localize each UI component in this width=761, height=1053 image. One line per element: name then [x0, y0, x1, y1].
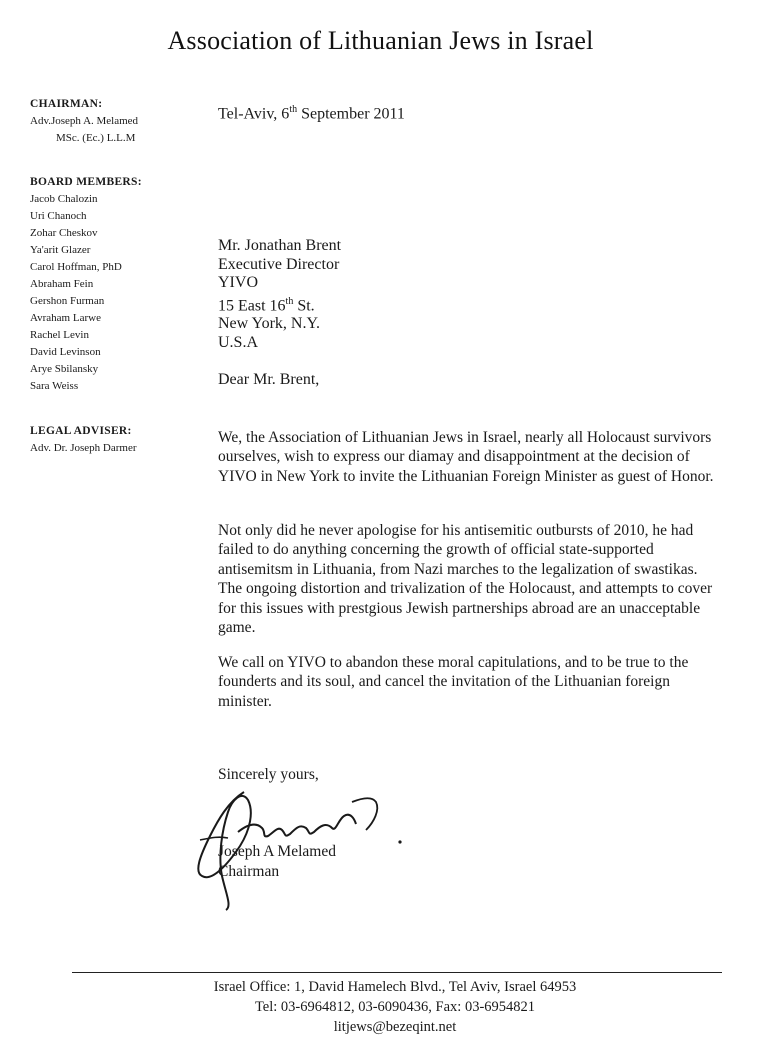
- board-member: Sara Weiss: [30, 380, 79, 392]
- letter-date: Tel-Aviv, 6th September 2011: [218, 104, 405, 123]
- footer-address: Israel Office: 1, David Hamelech Blvd., Tel Aviv, Israel 64953: [213, 979, 577, 995]
- letterhead-title: Association of Lithuanian Jews in Israel: [167, 26, 594, 55]
- board-member: Jacob Chalozin: [30, 193, 98, 205]
- salutation: Dear Mr. Brent,: [218, 371, 320, 388]
- recipient-country: U.S.A: [218, 333, 259, 351]
- sidebar-legal: [30, 423, 137, 457]
- recipient-city: New York, N.Y.: [218, 315, 320, 333]
- paragraph: Not only did he never apologise for his antisemitic outbursts of 2010, he had failed to do anything concerning the growth of official state-supported antisemitsm in Lithuania, from Nazi marches to the legalization of swastikas. The ongoing distortion and trivalization of the Holocaust, and attempts to cover for this issues with prestgious Jewish partnerships abroad are an unacceptable game.: [218, 522, 713, 637]
- recipient-org: YIVO: [218, 274, 258, 291]
- closing: Sincerely yours,: [218, 766, 319, 783]
- board-member: Arye Sbilansky: [30, 363, 99, 375]
- board-member: Abraham Fein: [30, 278, 94, 290]
- recipient-title: Executive Director: [218, 255, 340, 273]
- legal-heading: LEGAL ADVISER:: [30, 425, 132, 437]
- board-member: David Levinson: [30, 346, 101, 358]
- board-member: Carol Hoffman, PhD: [30, 261, 122, 273]
- chairman-heading: CHAIRMAN:: [30, 98, 103, 110]
- paragraph: We call on YIVO to abandon these moral capitulations, and to be true to the founderts and its soul, and cancel the invitation of the Lithuanian foreign minister.: [218, 654, 689, 710]
- sidebar-board: [30, 174, 142, 395]
- signer-title: Chairman: [218, 862, 280, 880]
- paragraph: We, the Association of Lithuanian Jews in Israel, nearly all Holocaust survivors ourselves, wish to express our diamay and disappointment at the decision of YIVO in New York to invite the Lithuanian Foreign Minister as guest of Honor.: [218, 429, 714, 485]
- footer-phones: Tel: 03-6964812, 03-6090436, Fax: 03-6954821: [254, 999, 536, 1015]
- chairman-name: Adv.Joseph A. Melamed: [30, 115, 139, 127]
- footer: [0, 977, 761, 1037]
- board-member: Zohar Cheskov: [30, 227, 98, 239]
- sidebar-chairman: [30, 96, 138, 147]
- chairman-credentials: MSc. (Ec.) L.L.M: [56, 132, 136, 144]
- board-member: Avraham Larwe: [30, 312, 101, 324]
- board-heading: BOARD MEMBERS:: [30, 176, 142, 188]
- recipient-street: 15 East 16th St.: [218, 295, 315, 314]
- board-member: Gershon Furman: [30, 295, 105, 307]
- board-member: Ya'arit Glazer: [30, 244, 91, 256]
- recipient-name: Mr. Jonathan Brent: [218, 237, 342, 254]
- board-member: Uri Chanoch: [30, 210, 87, 222]
- signer-block: [218, 842, 336, 881]
- footer-divider: [72, 972, 722, 973]
- footer-email[interactable]: litjews@bezeqint.net: [333, 1019, 457, 1035]
- legal-name: Adv. Dr. Joseph Darmer: [30, 442, 137, 454]
- recipient-address: [218, 237, 341, 352]
- board-member: Rachel Levin: [30, 329, 89, 341]
- signer-name: Joseph A Melamed: [218, 843, 336, 860]
